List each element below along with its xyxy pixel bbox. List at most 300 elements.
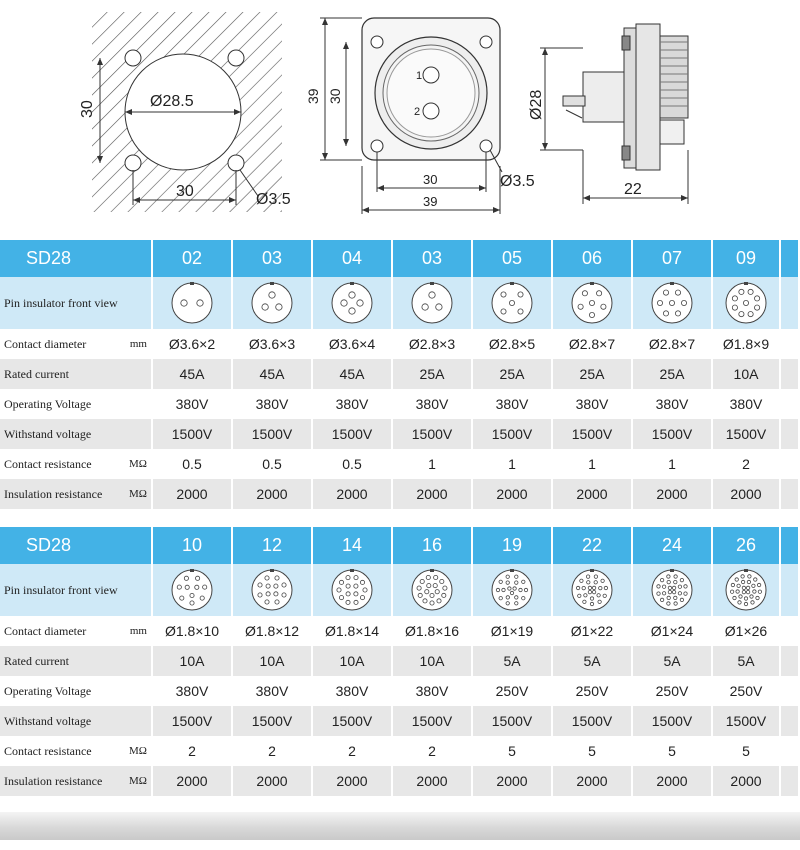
pin-hole	[667, 575, 670, 578]
value-cell: 2000	[552, 766, 632, 796]
pin-hole	[436, 304, 442, 310]
pin-hole	[423, 599, 427, 603]
pin-hole	[744, 597, 747, 600]
pin-hole	[681, 300, 686, 305]
pin-hole	[576, 586, 579, 589]
pin-layout-icon	[570, 568, 614, 612]
value-cell: Ø1×26	[712, 616, 780, 646]
pin-hole	[274, 584, 278, 588]
pin-hole	[522, 597, 525, 600]
value-cell: 2000	[632, 479, 712, 509]
value-cell: 10A	[712, 359, 780, 389]
pin-hole	[742, 586, 745, 589]
column-header: 04	[312, 240, 392, 277]
pin-hole	[506, 596, 509, 599]
pin-hole	[275, 600, 279, 604]
pin-hole	[508, 587, 511, 590]
pin-hole	[672, 590, 675, 593]
value-cell: 1500V	[392, 419, 472, 449]
pin-layout-icon	[330, 281, 374, 325]
value-cell: 380V	[152, 389, 232, 419]
pin-hole	[258, 583, 262, 587]
pin-view-cell	[712, 277, 780, 329]
pin-hole	[680, 578, 683, 581]
value-cell: 2000	[312, 479, 392, 509]
value-cell: 1	[552, 449, 632, 479]
row-label: Contact diameter	[4, 336, 87, 351]
pin-hole	[276, 304, 282, 310]
pin-hole	[274, 592, 278, 596]
bottom-decorative-bar	[0, 812, 800, 850]
operating-voltage-row	[0, 389, 799, 419]
pin-hole	[337, 588, 341, 592]
pin-hole	[515, 602, 518, 605]
pin-hole	[757, 583, 760, 586]
column-header: 26	[712, 527, 780, 564]
value-cell: 2000	[552, 479, 632, 509]
pin-hole	[657, 585, 660, 588]
cutout-width-label: 30	[176, 183, 194, 200]
value-cell: 380V	[552, 389, 632, 419]
pin-hole	[501, 309, 506, 314]
column-header: 10	[152, 527, 232, 564]
row-label: Operating Voltage	[4, 683, 92, 698]
value-cell: 2000	[392, 766, 472, 796]
pin-hole	[584, 594, 587, 597]
pin-hole	[756, 596, 759, 599]
value-cell: 45A	[152, 359, 232, 389]
pin-hole	[346, 592, 350, 596]
pin-hole	[739, 289, 744, 294]
pin-layout-icon	[410, 281, 454, 325]
contact-diameter-row	[0, 329, 799, 359]
value-cell: 1500V	[152, 706, 232, 736]
value-cell: Ø1.8×16	[392, 616, 472, 646]
value-cell: 5	[472, 736, 552, 766]
pin-hole	[601, 579, 604, 582]
pin-hole	[589, 300, 594, 305]
pin-hole	[346, 576, 350, 580]
pin-hole	[275, 576, 279, 580]
value-cell: 1	[392, 449, 472, 479]
pin-hole	[430, 593, 434, 597]
pin-hole	[185, 585, 189, 589]
pin-hole	[578, 594, 581, 597]
unit-label: MΩ	[129, 458, 147, 470]
value-cell: 380V	[392, 676, 472, 706]
pin-hole	[266, 592, 270, 596]
value-cell: 10A	[392, 646, 472, 676]
pin-hole	[354, 600, 358, 604]
value-cell: 2000	[712, 479, 780, 509]
pin-hole	[753, 590, 756, 593]
pin-hole	[349, 308, 355, 314]
pin-hole	[515, 581, 518, 584]
row-label-cell	[0, 449, 152, 479]
row-label: Contact resistance	[4, 456, 92, 471]
pin-hole	[663, 290, 668, 295]
pin-hole	[341, 300, 347, 306]
value-cell: 1	[632, 449, 712, 479]
value-cell: 25A	[472, 359, 552, 389]
pin-hole	[258, 593, 262, 597]
pin-hole	[752, 584, 755, 587]
row-label-cell	[0, 706, 152, 736]
pin-hole	[515, 575, 518, 578]
pin-hole	[674, 580, 677, 583]
pin-hole	[668, 590, 671, 593]
pin-hole	[755, 305, 760, 310]
pin-view-cell	[152, 564, 232, 616]
front-view-drawing	[305, 18, 535, 214]
value-cell: Ø1.8×14	[312, 616, 392, 646]
pin-hole	[737, 584, 740, 587]
pin-hole	[510, 591, 513, 594]
row-label-cell	[0, 676, 152, 706]
value-cell: 0.5	[232, 449, 312, 479]
header-row	[0, 240, 799, 277]
pin-hole	[420, 579, 424, 583]
pin-hole	[758, 590, 761, 593]
pin-hole	[672, 586, 675, 589]
row-label-cell	[0, 646, 152, 676]
pin-hole	[732, 305, 737, 310]
pin-view-cell	[632, 564, 712, 616]
rated-current-row	[0, 359, 799, 389]
pin-hole	[524, 588, 527, 591]
pin-view-row	[0, 277, 799, 329]
pin-hole	[748, 312, 753, 317]
pin-hole	[506, 581, 509, 584]
pin-hole	[741, 580, 744, 583]
value-cell: 45A	[312, 359, 392, 389]
unit-label: mm	[129, 338, 147, 350]
pin-hole	[603, 594, 606, 597]
column-header: 03	[392, 240, 472, 277]
pin-hole	[747, 580, 750, 583]
column-header: 07	[632, 240, 712, 277]
contact-diameter-row	[0, 616, 799, 646]
value-cell: 380V	[232, 676, 312, 706]
pin-hole	[437, 599, 441, 603]
pin-hole	[582, 291, 587, 296]
value-cell: 2000	[152, 766, 232, 796]
pin-hole	[674, 575, 677, 578]
value-cell: 2	[232, 736, 312, 766]
front-outer-width-label: 39	[423, 194, 438, 209]
pin-hole	[588, 586, 591, 589]
pin-hole	[442, 593, 446, 597]
value-cell: 10A	[152, 646, 232, 676]
pin-hole	[499, 580, 502, 583]
value-cell: 380V	[232, 389, 312, 419]
pin-view-cell	[472, 277, 552, 329]
value-cell: 2000	[712, 766, 780, 796]
pin-hole	[501, 292, 506, 297]
value-cell: 5	[552, 736, 632, 766]
value-cell: 2000	[632, 766, 712, 796]
value-cell: 1500V	[472, 706, 552, 736]
pin-layout-icon	[650, 281, 694, 325]
value-cell: 2	[312, 736, 392, 766]
column-header: 02	[152, 240, 232, 277]
pin-hole	[742, 590, 745, 593]
value-cell: 1500V	[392, 706, 472, 736]
row-spacer	[780, 646, 799, 676]
technical-drawings	[0, 0, 800, 230]
value-cell: 250V	[712, 676, 780, 706]
row-label: Insulation resistance	[4, 773, 103, 788]
model-name: SD28	[0, 240, 152, 277]
value-cell: 5	[632, 736, 712, 766]
pin-hole	[427, 584, 431, 588]
pin-hole	[266, 584, 270, 588]
pin-hole	[601, 304, 606, 309]
value-cell: 1500V	[312, 419, 392, 449]
pin-hole	[748, 289, 753, 294]
pin-view-cell	[232, 564, 312, 616]
value-cell: Ø3.6×3	[232, 329, 312, 359]
value-cell: 1500V	[312, 706, 392, 736]
value-cell: Ø3.6×4	[312, 329, 392, 359]
pin-hole	[589, 312, 594, 317]
row-spacer	[780, 277, 799, 329]
pin-hole	[586, 575, 589, 578]
pin-hole	[744, 602, 747, 605]
pin-hole	[668, 586, 671, 589]
row-label-cell	[0, 766, 152, 796]
pin-hole	[435, 590, 439, 594]
column-header: 22	[552, 527, 632, 564]
pin-hole	[349, 292, 355, 298]
pin-hole	[663, 311, 668, 316]
front-pin2-label: 2	[414, 106, 421, 118]
pin-hole	[662, 585, 665, 588]
row-label: Pin insulator front view	[0, 564, 152, 616]
pin-hole	[755, 296, 760, 301]
pin-hole	[417, 586, 421, 590]
row-spacer	[780, 329, 799, 359]
pin-layout-icon	[724, 281, 768, 325]
pin-hole	[262, 304, 268, 310]
value-cell: 380V	[392, 389, 472, 419]
header-row	[0, 527, 799, 564]
row-label-cell	[0, 359, 152, 389]
pin-hole	[509, 300, 514, 305]
pin-hole	[660, 578, 663, 581]
pin-hole	[746, 590, 749, 593]
row-spacer	[780, 419, 799, 449]
value-cell: 1500V	[232, 419, 312, 449]
pin-layout-icon	[170, 568, 214, 612]
pin-layout-icon	[330, 568, 374, 612]
pin-view-cell	[232, 277, 312, 329]
column-header: 05	[472, 240, 552, 277]
pin-hole	[363, 588, 367, 592]
pin-hole	[678, 585, 681, 588]
value-cell: 2	[152, 736, 232, 766]
pin-view-cell	[632, 277, 712, 329]
column-header: 06	[552, 240, 632, 277]
row-label-cell	[0, 389, 152, 419]
model-name: SD28	[0, 527, 152, 564]
value-cell: Ø1.8×9	[712, 329, 780, 359]
pin-hole	[499, 597, 502, 600]
value-cell: 2000	[152, 479, 232, 509]
value-cell: 2000	[472, 479, 552, 509]
value-cell: 380V	[712, 389, 780, 419]
header-spacer	[780, 240, 799, 277]
row-spacer	[780, 449, 799, 479]
front-screw-label: Ø3.5	[500, 173, 535, 190]
pin-hole	[496, 588, 499, 591]
value-cell: 45A	[232, 359, 312, 389]
pin-hole	[735, 578, 738, 581]
header-spacer	[780, 527, 799, 564]
value-cell: 2	[392, 736, 472, 766]
value-cell: 250V	[632, 676, 712, 706]
column-header: 24	[632, 527, 712, 564]
pin-hole	[674, 596, 677, 599]
value-cell: 10A	[312, 646, 392, 676]
pin-hole	[594, 581, 597, 584]
pin-hole	[177, 585, 181, 589]
pin-hole	[181, 300, 187, 306]
pin-layout-icon	[490, 281, 534, 325]
pin-layout-icon	[250, 281, 294, 325]
pin-hole	[418, 593, 422, 597]
pin-hole	[662, 592, 665, 595]
pin-hole	[669, 300, 674, 305]
pin-hole	[583, 600, 586, 603]
pin-hole	[282, 593, 286, 597]
value-cell: 2000	[392, 479, 472, 509]
pin-hole	[733, 596, 736, 599]
insulation-resistance-row	[0, 766, 799, 796]
pin-hole	[354, 592, 358, 596]
pin-hole	[750, 595, 753, 598]
value-cell: 5A	[712, 646, 780, 676]
pin-hole	[190, 593, 194, 597]
value-cell: Ø2.8×5	[472, 329, 552, 359]
pin-hole	[582, 586, 585, 589]
pin-hole	[354, 576, 358, 580]
value-cell: 1500V	[632, 706, 712, 736]
cutout-height-label: 30	[79, 100, 96, 118]
pin-hole	[265, 576, 269, 580]
pin-hole	[357, 300, 363, 306]
pin-hole	[502, 588, 505, 591]
value-cell: 380V	[312, 389, 392, 419]
value-cell: 0.5	[152, 449, 232, 479]
front-pin1-label: 1	[416, 70, 423, 82]
pin-hole	[429, 292, 435, 298]
row-label-cell	[0, 616, 152, 646]
value-cell: 5A	[552, 646, 632, 676]
pin-hole	[506, 602, 509, 605]
pin-hole	[674, 602, 677, 605]
pin-hole	[667, 602, 670, 605]
pin-hole	[675, 311, 680, 316]
value-cell: 0.5	[312, 449, 392, 479]
row-label-cell	[0, 419, 152, 449]
unit-label: MΩ	[129, 488, 147, 500]
value-cell: 5A	[472, 646, 552, 676]
pin-hole	[265, 600, 269, 604]
pin-layout-icon	[650, 568, 694, 612]
pin-hole	[269, 292, 275, 298]
pin-hole	[434, 575, 438, 579]
value-cell: Ø3.6×2	[152, 329, 232, 359]
value-cell: 1500V	[552, 419, 632, 449]
value-cell: Ø2.8×7	[632, 329, 712, 359]
spec-table	[0, 240, 800, 509]
column-header: 19	[472, 527, 552, 564]
row-label-cell	[0, 329, 152, 359]
column-header: 14	[312, 527, 392, 564]
rated-current-row	[0, 646, 799, 676]
pin-hole	[440, 579, 444, 583]
pin-hole	[732, 296, 737, 301]
value-cell: 1500V	[552, 706, 632, 736]
pin-hole	[731, 583, 734, 586]
pin-hole	[590, 597, 593, 600]
front-inner-height-label: 30	[327, 88, 343, 104]
pin-view-cell	[152, 277, 232, 329]
pin-hole	[506, 575, 509, 578]
pin-hole	[422, 304, 428, 310]
pin-view-cell	[312, 277, 392, 329]
pin-hole	[657, 300, 662, 305]
pin-hole	[730, 590, 733, 593]
row-label: Insulation resistance	[4, 486, 103, 501]
pin-hole	[515, 596, 518, 599]
row-label: Pin insulator front view	[0, 277, 152, 329]
pin-view-cell	[552, 564, 632, 616]
unit-label: MΩ	[129, 745, 147, 757]
pin-hole	[751, 601, 754, 604]
pin-hole	[739, 595, 742, 598]
value-cell: 2000	[472, 766, 552, 796]
pin-hole	[604, 586, 607, 589]
pin-hole	[346, 584, 350, 588]
unit-label: mm	[129, 625, 147, 637]
front-outer-height-label: 39	[305, 88, 321, 104]
front-inner-width-label: 30	[423, 172, 438, 187]
value-cell: 5A	[632, 646, 712, 676]
pin-hole	[360, 580, 364, 584]
pin-view-cell	[312, 564, 392, 616]
pin-hole	[190, 601, 194, 605]
pin-hole	[203, 585, 207, 589]
pin-hole	[588, 590, 591, 593]
row-spacer	[780, 766, 799, 796]
pin-hole	[339, 580, 343, 584]
row-spacer	[780, 616, 799, 646]
side-view-drawing	[528, 24, 688, 204]
pin-hole	[746, 586, 749, 589]
value-cell: 1500V	[632, 419, 712, 449]
value-cell: 250V	[472, 676, 552, 706]
pin-hole	[660, 598, 663, 601]
pin-hole	[346, 600, 350, 604]
pin-hole	[743, 300, 748, 305]
value-cell: 2000	[232, 766, 312, 796]
column-header: 09	[712, 240, 780, 277]
pin-hole	[426, 575, 430, 579]
pin-view-cell	[472, 564, 552, 616]
value-cell: 250V	[552, 676, 632, 706]
